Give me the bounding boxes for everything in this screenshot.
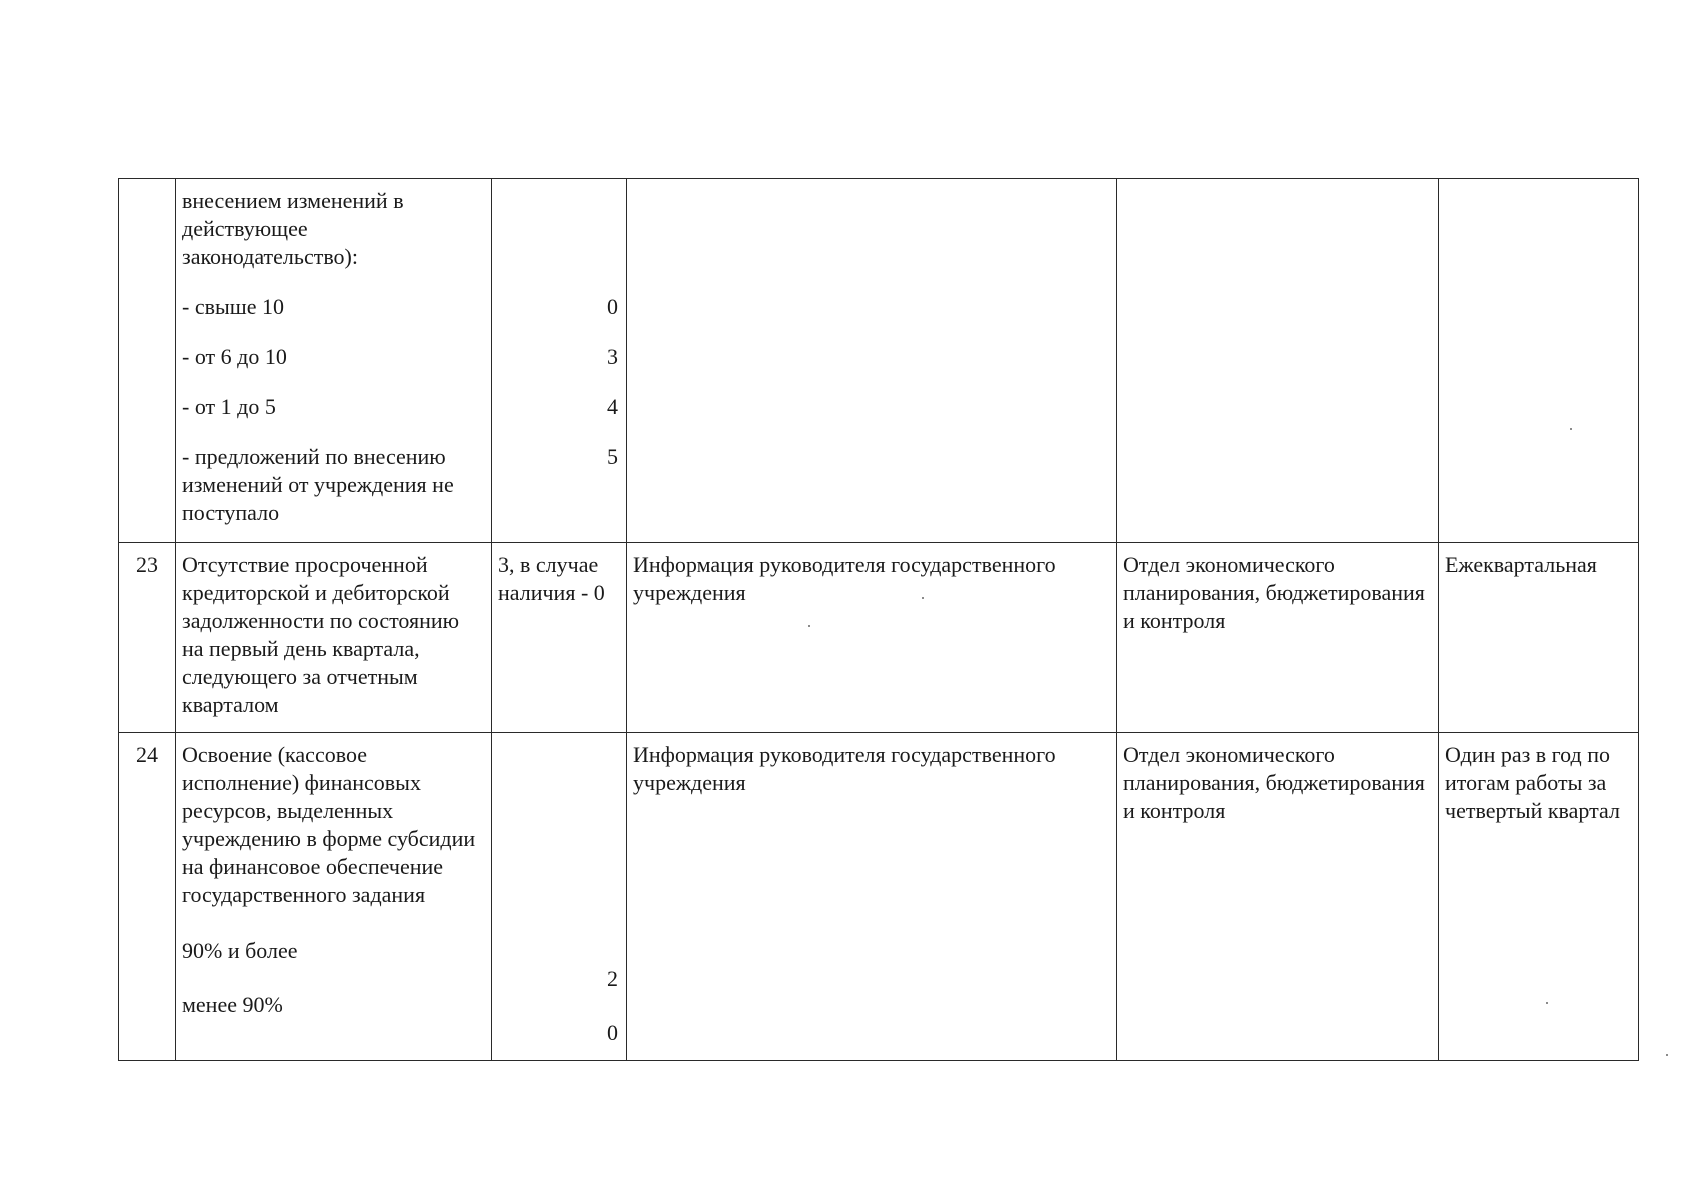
option-score: 5 xyxy=(607,444,618,469)
row-number: 23 xyxy=(119,543,176,733)
option-score: 4 xyxy=(607,394,618,419)
row-number xyxy=(119,179,176,543)
row-number: 24 xyxy=(119,733,176,1061)
table-row-23 xyxy=(119,543,1639,733)
scan-speck xyxy=(1570,428,1572,430)
frequency-cell: Ежеквартальная xyxy=(1439,543,1639,733)
option-label: менее 90% xyxy=(182,992,283,1017)
table-row-24 xyxy=(119,733,1639,1061)
option-score: 0 xyxy=(607,294,618,319)
responsible-cell: Отдел экономического планирования, бюджетирования и контроля xyxy=(1117,543,1439,733)
source-cell xyxy=(627,179,1117,543)
option-label: - предложений по внесению изменений от учреждения не поступало xyxy=(182,444,454,525)
indicator-cell xyxy=(176,179,492,543)
table-row-continuation xyxy=(119,179,1639,543)
score-cell xyxy=(492,733,627,1061)
scan-speck xyxy=(808,625,810,627)
source-cell: Информация руководителя государственного учреждения xyxy=(627,543,1117,733)
scan-speck xyxy=(922,597,924,599)
indicator-text-line: законодательство): xyxy=(182,244,358,269)
responsible-cell xyxy=(1117,179,1439,543)
option-label: 90% и более xyxy=(182,938,298,963)
option-score: 3 xyxy=(607,344,618,369)
frequency-cell xyxy=(1439,179,1639,543)
criteria-table xyxy=(118,178,1639,1061)
option-score: 2 xyxy=(607,966,618,991)
score-cell: 3, в случае наличия - 0 xyxy=(492,543,627,733)
indicator-cell: Отсутствие просроченной кредиторской и дебиторской задолженности по состоянию на первый день квартала, следующего за отчетным кварталом xyxy=(176,543,492,733)
scan-speck xyxy=(1666,1054,1668,1056)
option-label: - свыше 10 xyxy=(182,294,284,319)
indicator-text: Освоение (кассовое исполнение) финансовых ресурсов, выделенных учреждению в форме субсидии на финансовое обеспечение государственного задания xyxy=(182,742,476,907)
option-label: - от 1 до 5 xyxy=(182,394,276,419)
option-label: - от 6 до 10 xyxy=(182,344,287,369)
score-cell xyxy=(492,179,627,543)
indicator-text-line: внесением изменений в xyxy=(182,188,404,213)
indicator-cell xyxy=(176,733,492,1061)
responsible-cell: Отдел экономического планирования, бюджетирования и контроля xyxy=(1117,733,1439,1061)
source-cell: Информация руководителя государственного учреждения xyxy=(627,733,1117,1061)
option-score: 0 xyxy=(607,1020,618,1045)
indicator-text-line: действующее xyxy=(182,216,308,241)
scan-speck xyxy=(1546,1002,1548,1004)
frequency-cell: Один раз в год по итогам работы за четвертый квартал xyxy=(1439,733,1639,1061)
